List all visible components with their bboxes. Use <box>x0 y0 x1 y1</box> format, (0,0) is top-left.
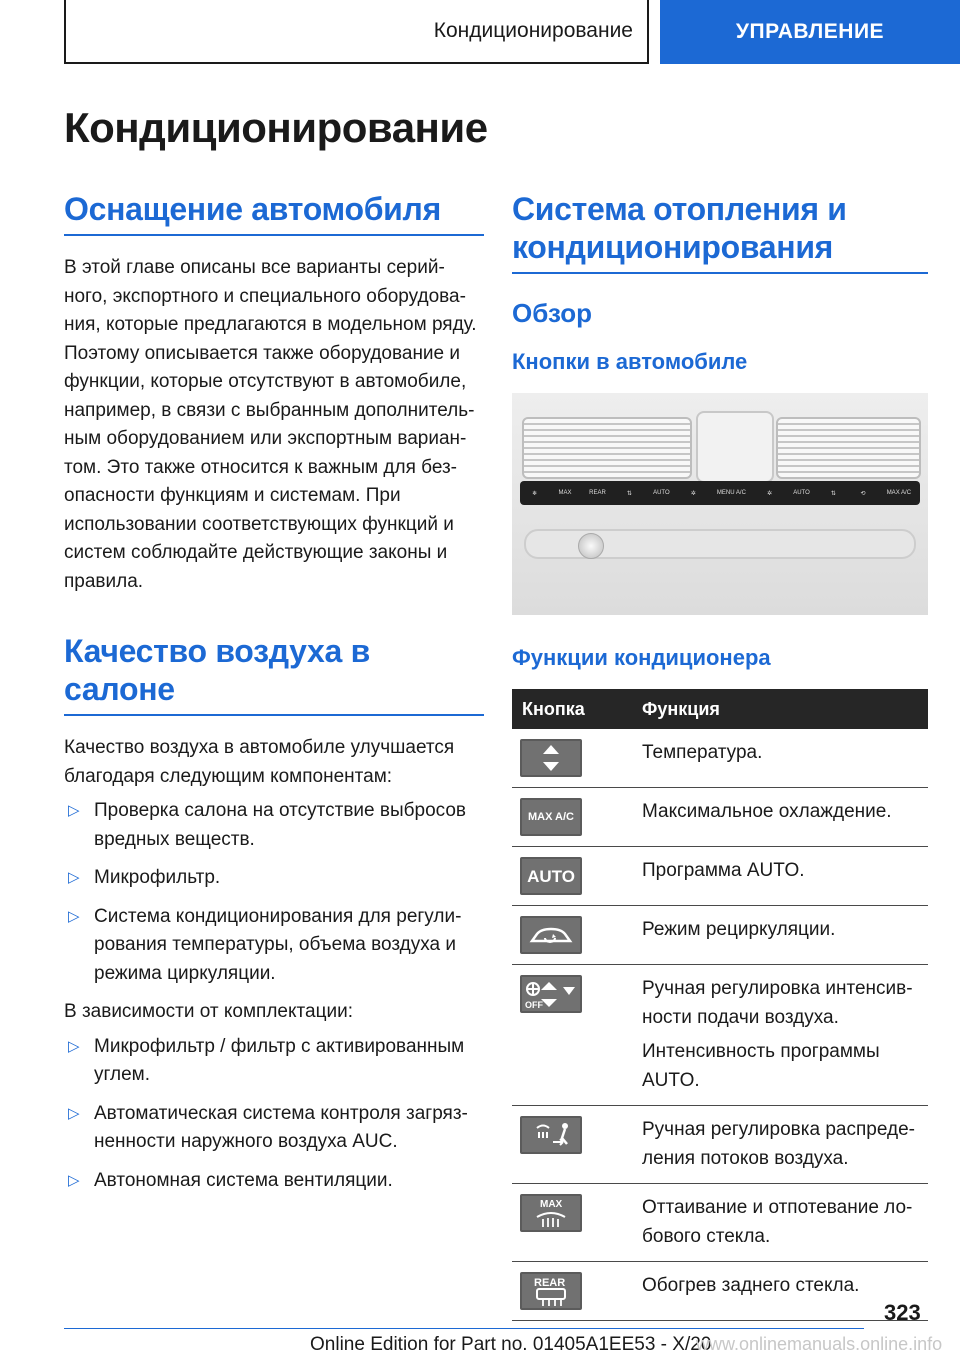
triangle-bullet-icon: ▷ <box>68 1104 80 1122</box>
triangle-bullet-icon: ▷ <box>68 1171 80 1189</box>
section-heading-equipment: Оснащение автомобиля <box>64 190 484 236</box>
list-item: ▷ Автоматическая система контроля загряз-ненности наружного воздуха AUC. <box>64 1100 484 1157</box>
center-vent-housing <box>696 411 774 483</box>
left-air-vent <box>522 417 692 479</box>
table-row: Режим рециркуляции. <box>512 906 928 965</box>
right-column <box>512 190 928 1321</box>
temperature-arrows-icon <box>520 739 582 777</box>
svg-text:OFF: OFF <box>525 1000 543 1010</box>
left-column <box>64 190 484 1205</box>
page-number: 323 <box>884 1300 921 1325</box>
table-row: OFF Ручная регулировка интенсив-ности подачи воздуха. Интенсивность программы AUTO. <box>512 965 928 1106</box>
rear-defrost-icon <box>520 1272 582 1310</box>
max-ac-icon: MAX A/C <box>520 798 582 836</box>
list-item: ▷ Проверка салона на отсутствие выбросов вредных веществ. <box>64 797 484 854</box>
equipment-paragraph: В этой главе описаны все варианты серий-ного, экспортного и специального оборудова-ния, которые предлагаются в модельном ряду. Поэтому описывается также оборудование и функции, которые отсутствуют в автомобиле, например, в связи с выбранным дополнитель-ным оборудованием или экспортным вариан-том. Это также относится к важным для без-опасности функциям и системам. При использовании соответствующих функций и систем соблюдайте действующие законы и правила. <box>64 257 477 592</box>
list-item: ▷ Автономная система вентиляции. <box>64 1167 484 1196</box>
triangle-bullet-icon: ▷ <box>68 1037 80 1055</box>
triangle-bullet-icon: ▷ <box>68 869 80 886</box>
footer-edition: Online Edition for Part no. 01405A1EE53 - X/20 <box>310 1334 712 1355</box>
triangle-bullet-icon: ▷ <box>68 802 80 819</box>
table-row: MAX A/C Максимальное охлаждение. <box>512 788 928 847</box>
table-row: Ручная регулировка распреде-ления потоков воздуха. <box>512 1106 928 1184</box>
list-item: ▷ Микрофильтр. <box>64 864 484 893</box>
section-heading-air-quality: Качество воздуха в салоне <box>64 632 484 716</box>
column-header-function: Функция <box>632 689 928 729</box>
air-distribution-icon <box>520 1116 582 1154</box>
list-item: ▷ Система кондиционирования для регули-рования температуры, объема воздуха и режима циркуляции. <box>64 903 484 989</box>
functions-table <box>512 689 928 1321</box>
overview-heading: Обзор <box>512 298 592 328</box>
header-chapter-label: УПРАВЛЕНИЕ <box>735 20 885 43</box>
section-heading-climate-system: Система отопления и кондиционирования <box>512 190 928 274</box>
fan-speed-icon <box>520 975 582 1013</box>
table-row: AUTO Программа AUTO. <box>512 847 928 906</box>
page-title: Кондиционирование <box>64 104 488 151</box>
table-row: REAR Обогрев заднего стекла. <box>512 1262 928 1321</box>
list-item: ▷ Микрофильтр / фильтр с активированным углем. <box>64 1033 484 1090</box>
equipment-dependent-intro: В зависимости от комплектации: <box>64 1001 353 1022</box>
header-chapter-tab[interactable] <box>660 0 960 64</box>
air-quality-list <box>64 797 484 988</box>
table-header-row <box>512 689 928 729</box>
table-row: Температура. <box>512 729 928 788</box>
volume-knob <box>578 533 604 559</box>
svg-text:MAX: MAX <box>540 1199 563 1210</box>
air-quality-intro: Качество воздуха в автомобиле улучшается благодаря следующим компонентам: <box>64 737 455 787</box>
watermark: www.onlinemanuals.online.info <box>696 1334 943 1354</box>
column-header-button: Кнопка <box>512 689 632 729</box>
right-air-vent <box>776 417 921 479</box>
equipment-dependent-list <box>64 1033 484 1196</box>
max-defrost-icon <box>520 1194 582 1232</box>
header-section-tab <box>64 0 649 64</box>
svg-text:REAR: REAR <box>534 1277 566 1289</box>
triangle-bullet-icon: ▷ <box>68 907 80 925</box>
recirculation-icon <box>520 916 582 954</box>
auto-icon: AUTO <box>520 857 582 895</box>
functions-heading: Функции кондиционера <box>512 645 771 670</box>
table-row: MAX Оттаивание и отпотевание ло-бового стекла. <box>512 1184 928 1262</box>
buttons-heading: Кнопки в автомобиле <box>512 349 748 374</box>
footer-divider <box>64 1328 864 1329</box>
climate-button-strip: ❄ MAX REAR ⇅ AUTO ✲ MENU A/C ✲ AUTO ⇅ ⟲ MAX A/C <box>520 481 920 505</box>
header-section-title: Кондиционирование <box>433 19 633 42</box>
climate-panel-photo <box>512 393 928 615</box>
